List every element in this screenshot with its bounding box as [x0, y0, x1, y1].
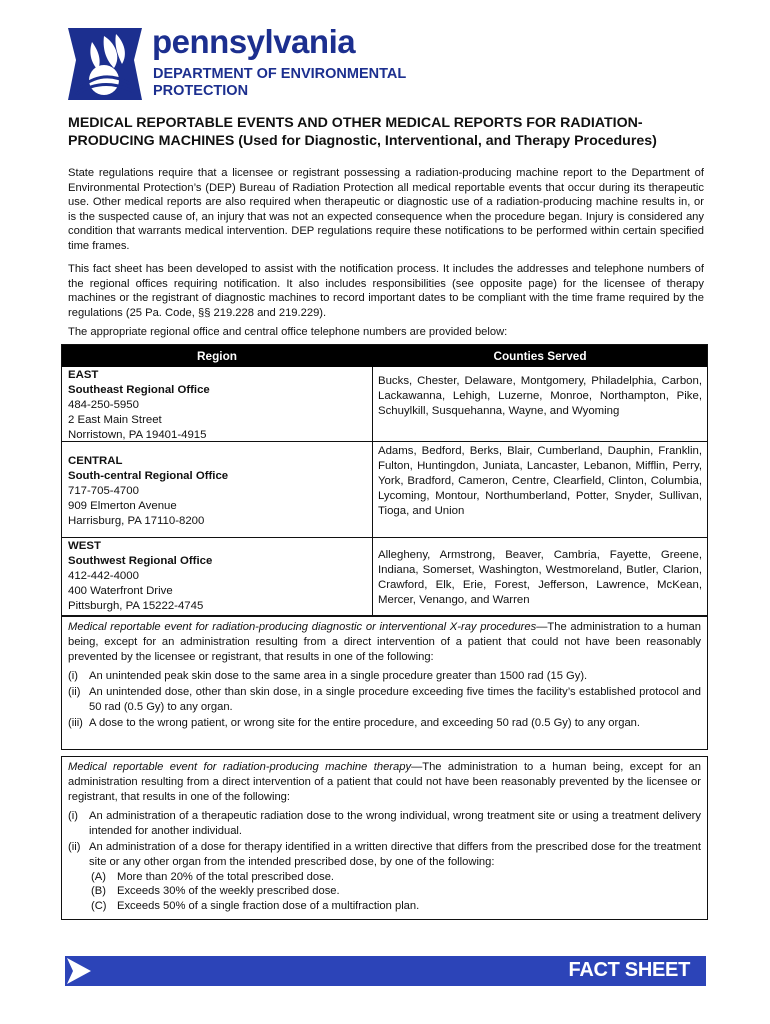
column-divider	[372, 367, 373, 616]
arrow-right-icon	[65, 956, 95, 986]
sub-item-text: Exceeds 30% of the weekly prescribed dose.	[117, 885, 340, 898]
list-item	[68, 716, 701, 731]
sub-list-item	[68, 884, 701, 899]
office-city: Harrisburg, PA 17110-8200	[68, 515, 205, 527]
diagnostic-definition	[68, 620, 701, 664]
sub-item-text: Exceeds 50% of a single fraction dose of a multifraction plan.	[117, 900, 420, 913]
region-name: CENTRAL	[68, 455, 123, 467]
regional-offices-table	[61, 344, 708, 616]
therapy-event-definition-box	[61, 756, 708, 920]
office-name: South-central Regional Office	[68, 470, 229, 482]
list-item-number: (ii)	[68, 686, 81, 699]
fact-sheet-label: FACT SHEET	[568, 959, 690, 981]
intro-paragraph: State regulations require that a licensee or registrant possessing a radiation-producing machine report to the Department of Environmental Protection’s (DEP) Bureau of Radiation Protection all medical reportable events that occur during its therapeutic use. Other medical reports are also required when therapeutic or diagnostic use of a radiation-producing machine results in, or is the suspected cause of, an injury that was not an expected consequence when the procedure began. Injury is considered any condition that warrants medical intervention. DEP regulations require these notifications to be performed within certain specified time frames.	[68, 167, 704, 252]
list-item-number: (ii)	[68, 840, 81, 853]
table-header-row	[62, 345, 707, 367]
header	[64, 22, 464, 104]
office-name: Southeast Regional Office	[68, 384, 210, 396]
fact-sheet-purpose-paragraph: This fact sheet has been developed to assist with the notification process. It includes the addresses and telephone numbers of the regional offices requiring notification. It also includes responsibilities (see opposite page) for the licensee of therapy machines or the registrant of diagnostic machines to record important dates to be compliant with the time frame required by the regulations (25 Pa. Code, §§ 219.228 and 219.229).	[68, 263, 704, 319]
therapy-definition	[68, 760, 701, 804]
sub-item-number: (C)	[91, 900, 107, 913]
sub-item-number: (B)	[91, 885, 106, 898]
list-item-text: An unintended dose, other than skin dose, in a single procedure exceeding five times the facility’s established protocol and 50 rad (0.5 Gy) to any organ.	[89, 686, 701, 713]
row-divider	[62, 537, 707, 538]
list-item-text: A dose to the wrong patient, or wrong site for the entire procedure, and exceeding 50 rad (0.5 Gy) to any organ.	[89, 716, 641, 729]
table-row-east-counties: Bucks, Chester, Delaware, Montgomery, Philadelphia, Carbon, Lackawanna, Lehigh, Luzerne, Monroe, Northampton, Pike, Schuylkill, Susquehanna, Wayne, and Wyoming	[378, 375, 702, 417]
sub-item-text: More than 20% of the total prescribed dose.	[117, 870, 335, 883]
department-line-2: PROTECTION	[153, 83, 249, 99]
office-name: Southwest Regional Office	[68, 555, 213, 567]
list-item-text: An administration of a therapeutic radiation dose to the wrong individual, wrong treatment site or using a treatment delivery intended for another individual.	[89, 810, 701, 838]
department-name	[153, 66, 453, 100]
dep-keystone-logo-icon	[64, 22, 146, 104]
office-phone: 484-250-5950	[68, 399, 139, 411]
list-item-number: (i)	[68, 810, 78, 823]
document-title: MEDICAL REPORTABLE EVENTS AND OTHER MEDICAL REPORTS FOR RADIATION-PRODUCING MACHINES (Used for Diagnostic, Interventional, and Therapy Procedures)	[68, 115, 657, 149]
definition-text: —The administration to a human being, except for an administration resulting from a direct intervention of a patient that could not have been reasonably prevented by the licensee or registrant, that results in one of the following:	[68, 621, 702, 663]
sub-list-item	[68, 899, 701, 914]
list-item-number: (i)	[68, 670, 78, 683]
table-row-west-office	[68, 539, 368, 614]
department-line-1: DEPARTMENT OF ENVIRONMENTAL	[153, 66, 407, 82]
brand-name: pennsylvania	[152, 23, 356, 60]
list-item	[68, 840, 701, 870]
list-item-text: An unintended peak skin dose to the same area in a single procedure greater than 1500 rad (15 Gy).	[89, 670, 588, 683]
table-intro-paragraph: The appropriate regional office and central office telephone numbers are provided below:	[68, 326, 508, 338]
column-header-counties: Counties Served	[493, 349, 587, 363]
list-item	[68, 685, 701, 715]
list-item	[68, 669, 701, 684]
sub-list-item	[68, 870, 701, 885]
office-city: Pittsburgh, PA 15222-4745	[68, 600, 204, 612]
region-name: WEST	[68, 540, 101, 552]
table-row-west-counties: Allegheny, Armstrong, Beaver, Cambria, Fayette, Greene, Indiana, Somerset, Washington, Westmoreland, Butler, Clarion, Crawford, Elk, Erie, Forest, Jefferson, Lawrence, McKean, Mercer, Venango, and Warren	[378, 549, 702, 606]
definition-term: Medical reportable event for radiation-producing diagnostic or interventional X-ray procedures	[68, 621, 537, 633]
column-header-region: Region	[197, 349, 237, 363]
fact-sheet-footer-bar	[65, 956, 706, 986]
office-city: Norristown, PA 19401-4915	[68, 429, 207, 441]
office-phone: 412-442-4000	[68, 570, 139, 582]
list-item-text: An administration of a dose for therapy identified in a written directive that differs from the prescribed dose for the treatment site or any other organ from the intended prescribed dose, by one of the following:	[89, 840, 701, 868]
definition-text: —The administration to a human being, except for an administration resulting from a direct intervention of a patient that could not have been reasonably prevented by the licensee or registrant, that results in one of the following:	[68, 761, 701, 803]
office-street: 2 East Main Street	[68, 414, 162, 426]
office-street: 909 Elmerton Avenue	[68, 500, 177, 512]
diagnostic-event-definition-box	[61, 616, 708, 750]
table-row-central-counties: Adams, Bedford, Berks, Blair, Cumberland, Dauphin, Franklin, Fulton, Huntingdon, Juniata, Lancaster, Lebanon, Mifflin, Perry, York, Bradford, Cameron, Centre, Clearfield, Clinton, Columbia, Lycoming, Montour, Northumberland, Potter, Snyder, Sullivan, Tioga, and Union	[378, 445, 702, 517]
sub-item-number: (A)	[91, 870, 106, 883]
definition-term: Medical reportable event for radiation-producing machine therapy	[68, 761, 412, 773]
list-item-number: (iii)	[68, 716, 83, 729]
table-row-central-office	[68, 454, 368, 529]
table-row-east-office	[68, 368, 368, 443]
office-street: 400 Waterfront Drive	[68, 585, 173, 597]
office-phone: 717-705-4700	[68, 485, 139, 497]
list-item	[68, 809, 701, 839]
region-name: EAST	[68, 369, 99, 381]
